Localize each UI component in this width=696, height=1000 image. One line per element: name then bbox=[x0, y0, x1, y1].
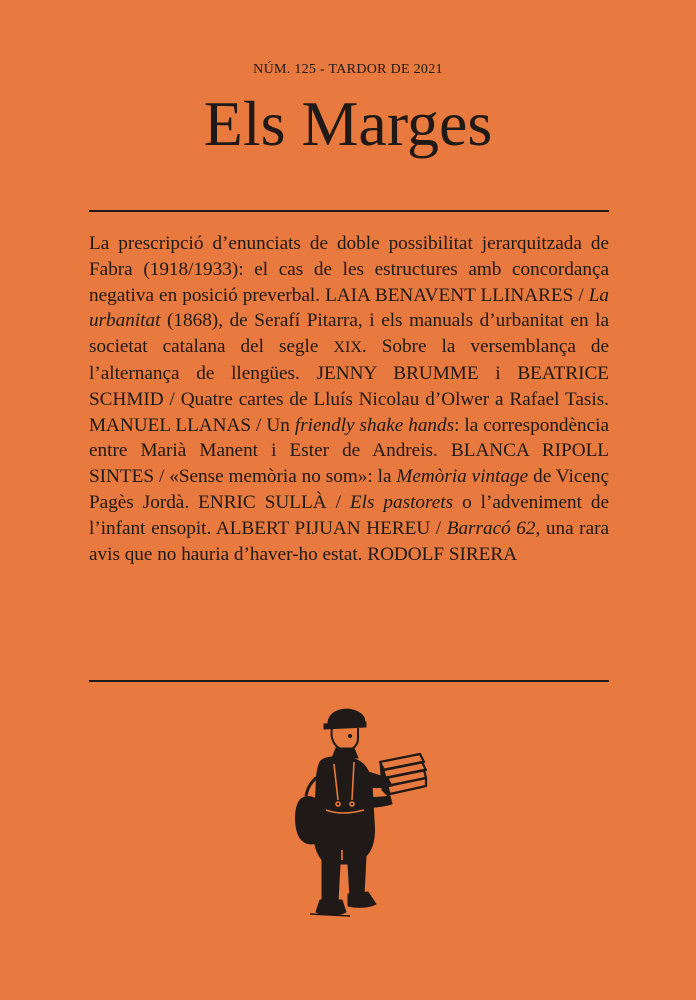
boy-carrying-books-illustration bbox=[280, 700, 430, 940]
article-title-text: : la correspondència entre Marià Manent i Ester de Andreis. bbox=[89, 414, 609, 462]
article-title-text: (1868), de Serafí Pitarra, i els manuals d’urbanitat en la societat catalana del segle bbox=[89, 310, 609, 358]
entry-separator: / bbox=[163, 388, 181, 410]
article-title-text: Barracó 62 bbox=[446, 517, 536, 539]
article-title-text: Un bbox=[266, 414, 295, 436]
contents-entry bbox=[89, 233, 609, 306]
entry-separator: / bbox=[573, 284, 589, 306]
article-title-text: . Sobre la versemblança de l’alternança de llengües. bbox=[89, 336, 609, 384]
entry-separator: / bbox=[251, 414, 267, 436]
top-rule bbox=[89, 210, 609, 212]
article-author: LAIA BENAVENT LLINARES bbox=[325, 284, 574, 306]
article-title-text: Memòria vintage bbox=[396, 466, 529, 488]
article-title-text: de Vicenç Pagès Jordà. bbox=[89, 466, 609, 513]
bottom-rule bbox=[89, 680, 609, 682]
article-title-text: Quatre cartes de Lluís Nicolau d’Olwer a Rafael Tasis. bbox=[180, 388, 609, 410]
entry-separator: / bbox=[430, 517, 447, 539]
article-title-text: Els pastorets bbox=[349, 491, 454, 513]
journal-title: Els Marges bbox=[203, 88, 493, 159]
article-title-text: XIX bbox=[333, 339, 362, 357]
article-author: RODOLF SIRERA bbox=[367, 543, 518, 565]
entry-separator: / bbox=[154, 466, 170, 488]
article-author: MANUEL LLANAS bbox=[89, 414, 252, 436]
table-of-contents bbox=[89, 231, 609, 567]
article-author: ENRIC SULLÀ bbox=[198, 491, 327, 513]
article-title-text: «Sense memòria no som»: la bbox=[169, 466, 397, 488]
article-title-text: La urbanitat bbox=[89, 284, 609, 332]
article-title-text: o l’adveniment de l’infant ensopit. bbox=[89, 491, 610, 539]
article-title-text: La prescripció d’enunciats de doble possibilitat jerarquitzada de Fabra (1918/1933): el cas de les estructures amb concordança negativa en posició preverbal. bbox=[89, 233, 609, 306]
article-author: BLANCA RIPOLL SINTES bbox=[89, 440, 610, 488]
article-title-text: friendly shake hands bbox=[294, 414, 455, 436]
article-title-text: , una rara avis que no hauria d’haver-ho estat. bbox=[89, 517, 609, 565]
article-author: ALBERT PIJUAN HEREU bbox=[215, 517, 431, 539]
article-author: JENNY BRUMME i BEATRICE SCHMID bbox=[89, 362, 609, 410]
issue-line: NÚM. 125 - TARDOR DE 2021 bbox=[253, 62, 443, 77]
entry-separator: / bbox=[326, 491, 350, 513]
